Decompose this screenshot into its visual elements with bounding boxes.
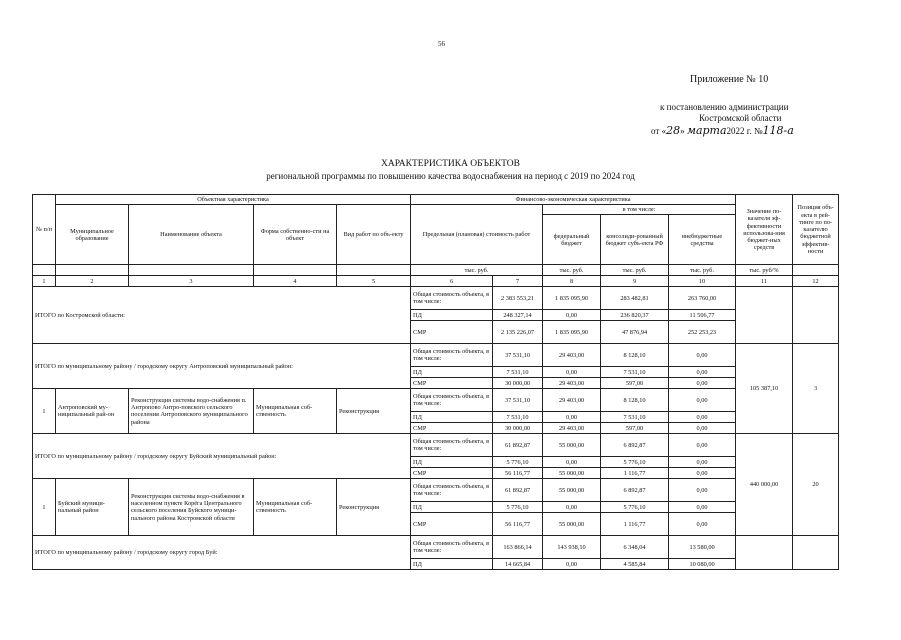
cell-value: 47 876,94 [601,321,669,344]
header-indicator: Значение по-казателя эф-фективности использова-ния бюджет-ных средств [736,195,793,265]
cell-value: 0,00 [543,457,601,468]
objects-table [32,194,839,570]
cell-value: 29 403,00 [543,344,601,367]
unit-extra: тыс. руб. [669,265,736,276]
col-num: 5 [337,276,411,287]
header-including: в том числе: [543,205,736,215]
col-num: 7 [493,276,543,287]
cell-value: 29 403,00 [543,389,601,412]
header-planned-cost: Предельная (плановая) стоимость работ [411,205,543,265]
cell-value: 37 531,10 [493,389,543,412]
smr-label: СМР [411,513,493,536]
cell-value: 163 866,14 [493,536,543,559]
col-num: 12 [793,276,839,287]
resolution-day: 28 [666,124,681,137]
unit-indicator: тыс. руб/% [736,265,793,276]
cell-value: 7 531,10 [493,367,543,378]
header-rank: Позиция объ-екта в рей-тинге по по-казателю бюджетной эффектив-ности [793,195,839,265]
resolution-quote: » [680,126,685,136]
header-num: № п/п [33,195,56,265]
total-region-label: ИТОГО по Костромской области: [33,287,411,344]
total-buy-district-label: ИТОГО по муниципальному району / городскому округу Буйский муниципальный район: [33,434,411,479]
cell-value: 143 938,10 [543,536,601,559]
pd-label: ПД [411,412,493,423]
unit-planned: тыс. руб. [411,265,543,276]
document-subtitle: региональной программы по повышению качества водоснабжения на период с 2019 по 2024 год [266,171,635,181]
col-num: 4 [254,276,337,287]
col-num: 11 [736,276,793,287]
col-num: 1 [33,276,56,287]
cell-value: 0,00 [669,423,736,434]
cell-value: 55 000,00 [543,434,601,457]
cell-value: 29 403,00 [543,423,601,434]
header-object-char: Объектная характеристика [56,195,411,205]
cell-value: 0,00 [543,412,601,423]
cell-value: 0,00 [669,457,736,468]
table-row [33,434,839,457]
cell-value: 0,00 [543,367,601,378]
cell-value: 56 116,77 [493,513,543,536]
cell-value: 14 665,84 [493,559,543,570]
rank-value: 20 [793,434,839,536]
cell-value: 0,00 [669,513,736,536]
cell-value: 2 383 553,21 [493,287,543,310]
resolution-number: 118-а [762,124,794,137]
page-number: 56 [438,40,445,48]
cell-value: 0,00 [543,502,601,513]
cell-value: 56 116,77 [493,468,543,479]
cell-value: 6 892,87 [601,479,669,502]
col-num: 8 [543,276,601,287]
cell-value: 5 776,10 [601,457,669,468]
cell-value: 7 531,10 [601,367,669,378]
total-cost-label: Общая стоимость объекта, в том числе: [411,434,493,457]
cell-value: 252 253,23 [669,321,736,344]
cell-value: 1 835 095,90 [543,287,601,310]
header-ownership: Форма собственно-сти на объект [254,205,337,265]
cell-value: 0,00 [669,434,736,457]
table-row [33,344,839,367]
column-numbers-row [33,276,839,287]
table-row [33,287,839,310]
header-row-1 [33,195,839,205]
appendix-label: Приложение № 10 [690,74,769,85]
col-num: 2 [56,276,129,287]
cell-value: 30 000,00 [493,423,543,434]
col-num: 10 [669,276,736,287]
cell-value: 61 892,87 [493,479,543,502]
col-num: 3 [129,276,254,287]
cell-value: 283 482,81 [601,287,669,310]
total-cost-label: Общая стоимость объекта, в том числе: [411,389,493,412]
cell-value: 8 128,10 [601,344,669,367]
pd-label: ПД [411,457,493,468]
resolution-date-line [651,124,794,137]
unit-consolidated: тыс. руб. [601,265,669,276]
header-consolidated: консолиди-рованный бюджет субъ-екта РФ [601,215,669,265]
pd-label: ПД [411,559,493,570]
cell-value: 6 892,87 [601,434,669,457]
cell-value: 55 000,00 [543,513,601,536]
smr-label: СМР [411,468,493,479]
indicator-value: 440 000,00 [736,434,793,536]
cell-value: 30 000,00 [493,378,543,389]
cell-value: 4 585,84 [601,559,669,570]
object-name: Реконструкция системы водо-снабжения в населенном пункте Корёга Центрального сельского поселения Буйского муници-пального района Костромской области [129,479,254,536]
cell-value: 8 128,10 [601,389,669,412]
cell-value: 248 327,14 [493,310,543,321]
cell-value: 0,00 [543,310,601,321]
cell-value: 0,00 [543,559,601,570]
smr-label: СМР [411,378,493,389]
units-row [33,265,839,276]
object-number: 1 [33,479,56,536]
resolution-line-1: к постановлению администрации [660,102,789,112]
header-row-2 [33,205,839,215]
header-federal: федеральный бюджет [543,215,601,265]
cell-value: 10 080,00 [669,559,736,570]
object-ownership: Муниципальная соб-ственность [254,479,337,536]
object-number: 1 [33,389,56,434]
cell-value: 55 000,00 [543,479,601,502]
object-work-type: Реконструкция [337,479,411,536]
cell-value: 5 776,10 [601,502,669,513]
object-ownership: Муниципальная соб-ственность [254,389,337,434]
total-cost-label: Общая стоимость объекта, в том числе: [411,287,493,310]
resolution-year: 2022 г. № [726,126,763,136]
cell-value: 2 135 226,07 [493,321,543,344]
cell-value: 0,00 [669,378,736,389]
cell-value: 0,00 [669,479,736,502]
cell-value: 1 116,77 [601,468,669,479]
total-cost-label: Общая стоимость объекта, в том числе: [411,536,493,559]
indicator-value: 105 387,10 [736,344,793,434]
object-name: Реконструкция системы водо-снабжения п. Антропово Антро-повского сельского поселения Антроповского муниципального района [129,389,254,434]
total-antropovo-label: ИТОГО по муниципальному району / городскому округу Антроповский муниципальный район: [33,344,411,389]
cell-value: 263 760,00 [669,287,736,310]
cell-value: 0,00 [669,389,736,412]
table-row [33,536,839,559]
header-object-name: Наименование объекта [129,205,254,265]
resolution-line-2: Костромской области [699,113,782,123]
resolution-month: марта [686,124,727,137]
total-buy-city-label: ИТОГО по муниципальному району / городскому округу город Буй: [33,536,411,570]
col-num: 9 [601,276,669,287]
pd-label: ПД [411,367,493,378]
cell-value: 0,00 [669,344,736,367]
total-cost-label: Общая стоимость объекта, в том числе: [411,479,493,502]
cell-value: 5 776,10 [493,457,543,468]
resolution-from: от « [651,126,667,136]
cell-value: 597,00 [601,423,669,434]
cell-value: 5 776,10 [493,502,543,513]
header-fin-char: Финансово-экономическая характеристика [411,195,736,205]
cell-value: 0,00 [669,468,736,479]
cell-value: 1 835 095,90 [543,321,601,344]
object-work-type: Реконструкция [337,389,411,434]
header-work-type: Вид работ по объ-екту [337,205,411,265]
cell-value: 0,00 [669,502,736,513]
smr-label: СМР [411,321,493,344]
cell-value: 29 403,00 [543,378,601,389]
rank-value: 3 [793,344,839,434]
cell-value: 236 820,37 [601,310,669,321]
cell-value: 0,00 [669,367,736,378]
cell-value: 0,00 [669,412,736,423]
pd-label: ПД [411,502,493,513]
unit-federal: тыс. руб. [543,265,601,276]
cell-value: 55 000,00 [543,468,601,479]
table-row [33,479,839,502]
header-extrabudget: внебюджетные средства [669,215,736,265]
pd-label: ПД [411,310,493,321]
total-cost-label: Общая стоимость объекта, в том числе: [411,344,493,367]
col-num: 6 [411,276,493,287]
cell-value: 11 506,77 [669,310,736,321]
document-title: ХАРАКТЕРИСТИКА ОБЪЕКТОВ [381,159,520,169]
cell-value: 597,00 [601,378,669,389]
table-row [33,389,839,412]
cell-value: 37 531,10 [493,344,543,367]
object-municipality: Буйский муници-пальный район [56,479,129,536]
cell-value: 7 531,10 [601,412,669,423]
cell-value: 1 116,77 [601,513,669,536]
cell-value: 6 348,04 [601,536,669,559]
cell-value: 7 531,10 [493,412,543,423]
cell-value: 61 892,87 [493,434,543,457]
object-municipality: Антроповский му-ниципальный рай-он [56,389,129,434]
cell-value: 13 580,00 [669,536,736,559]
header-municipality: Муниципальное образование [56,205,129,265]
smr-label: СМР [411,423,493,434]
